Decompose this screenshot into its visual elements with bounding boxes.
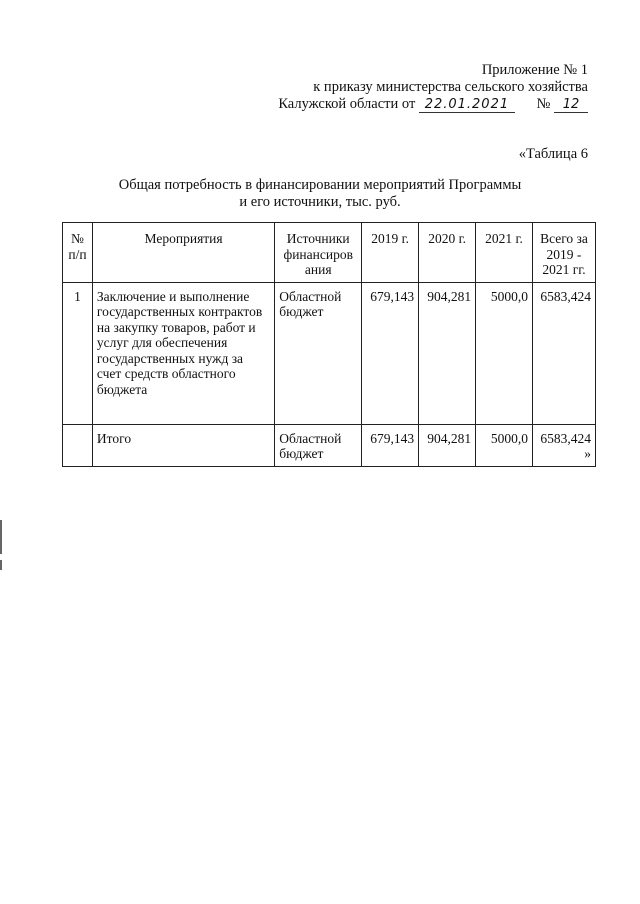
total-2021: 5000,0 — [476, 424, 533, 466]
closing-quote: » — [584, 446, 591, 461]
total-num — [63, 424, 93, 466]
total-2020: 904,281 — [419, 424, 476, 466]
table-header-row — [63, 223, 596, 283]
document-header — [278, 62, 588, 113]
header-2019: 2019 г. — [362, 223, 419, 283]
row-activity: Заключение и выполнение государственных контрактов на закупку товаров, работ и услуг для обеспечения государственных нужд за счет средств областного бюджета — [92, 282, 274, 424]
total-sum-cell — [532, 424, 595, 466]
total-activity: Итого — [92, 424, 274, 466]
handwritten-date: 22.01.2021 — [419, 98, 515, 113]
financing-table — [62, 222, 596, 467]
appendix-label: Приложение № 1 — [481, 62, 588, 78]
table-title — [0, 177, 640, 211]
header-activity: Мероприятия — [92, 223, 274, 283]
total-2019: 679,143 — [362, 424, 419, 466]
order-reference: к приказу министерства сельского хозяйства — [313, 79, 588, 95]
scan-edge-mark-small — [0, 560, 2, 570]
header-num: № п/п — [63, 223, 93, 283]
row-2019: 679,143 — [362, 282, 419, 424]
header-source: Источники финансиров ания — [275, 223, 362, 283]
row-num: 1 — [63, 282, 93, 424]
region-date-prefix: Калужской области от — [278, 96, 416, 112]
row-2020: 904,281 — [419, 282, 476, 424]
number-sign: № — [536, 96, 551, 112]
total-sum: 6583,424 — [540, 430, 591, 446]
row-2021: 5000,0 — [476, 282, 533, 424]
order-date-line — [278, 96, 588, 113]
header-total: Всего за 2019 - 2021 гг. — [532, 223, 595, 283]
header-2020: 2020 г. — [419, 223, 476, 283]
row-total: 6583,424 — [532, 282, 595, 424]
header-2021: 2021 г. — [476, 223, 533, 283]
row-source: Областной бюджет — [275, 282, 362, 424]
handwritten-order-number: 12 — [554, 98, 588, 113]
title-line-2: и его источники, тыс. руб. — [239, 194, 401, 210]
table-label: «Таблица 6 — [518, 146, 588, 162]
total-row — [63, 424, 596, 466]
scan-edge-mark — [0, 520, 2, 554]
total-source: Областной бюджет — [275, 424, 362, 466]
table-row — [63, 282, 596, 424]
title-line-1: Общая потребность в финансировании мероприятий Программы — [118, 177, 522, 193]
